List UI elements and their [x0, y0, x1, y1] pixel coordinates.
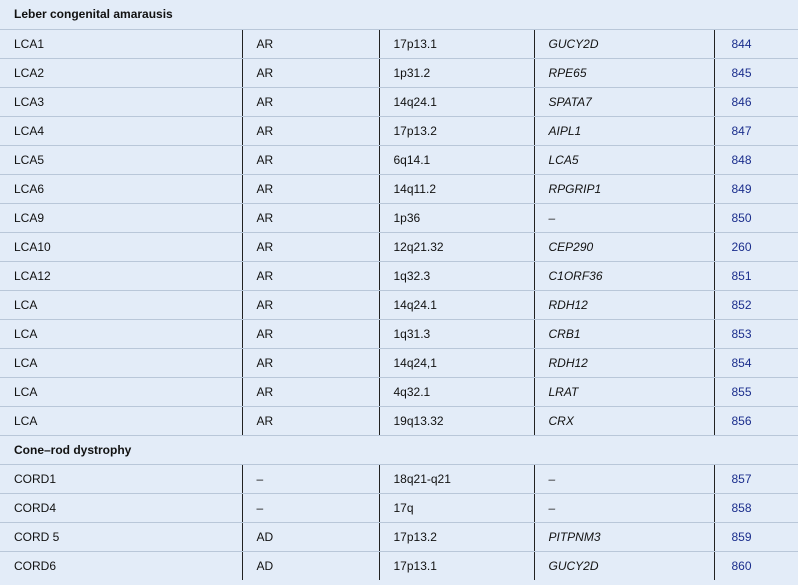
reference-link[interactable]: 857: [714, 464, 798, 493]
section-header-row: [0, 0, 798, 29]
locus-cell: CORD 5: [0, 522, 242, 551]
table-row: [0, 377, 798, 406]
inheritance-cell: AR: [242, 203, 379, 232]
table-row: [0, 348, 798, 377]
inheritance-cell: –: [242, 464, 379, 493]
chromosome-location-cell: 18q21-q21: [379, 464, 534, 493]
gene-cell: LCA5: [534, 145, 714, 174]
gene-cell: SPATA7: [534, 87, 714, 116]
inheritance-cell: AR: [242, 377, 379, 406]
reference-link[interactable]: 851: [714, 261, 798, 290]
inheritance-cell: AR: [242, 58, 379, 87]
locus-cell: CORD1: [0, 464, 242, 493]
table-row: [0, 58, 798, 87]
inheritance-cell: AR: [242, 319, 379, 348]
table-row: [0, 493, 798, 522]
inheritance-cell: AD: [242, 551, 379, 580]
locus-cell: CORD4: [0, 493, 242, 522]
locus-cell: LCA2: [0, 58, 242, 87]
chromosome-location-cell: 1p31.2: [379, 58, 534, 87]
gene-cell: –: [534, 493, 714, 522]
reference-link[interactable]: 260: [714, 232, 798, 261]
table-row: [0, 290, 798, 319]
locus-cell: LCA3: [0, 87, 242, 116]
locus-cell: LCA10: [0, 232, 242, 261]
reference-link[interactable]: 848: [714, 145, 798, 174]
chromosome-location-cell: 1q31.3: [379, 319, 534, 348]
chromosome-location-cell: 12q21.32: [379, 232, 534, 261]
table-row: [0, 174, 798, 203]
chromosome-location-cell: 14q11.2: [379, 174, 534, 203]
locus-cell: LCA: [0, 348, 242, 377]
inheritance-cell: AR: [242, 29, 379, 58]
gene-cell: RPE65: [534, 58, 714, 87]
inheritance-cell: AD: [242, 522, 379, 551]
section-header-row: [0, 435, 798, 464]
chromosome-location-cell: 1p36: [379, 203, 534, 232]
inheritance-cell: AR: [242, 261, 379, 290]
reference-link[interactable]: 856: [714, 406, 798, 435]
table-row: [0, 261, 798, 290]
gene-cell: CRB1: [534, 319, 714, 348]
inheritance-cell: AR: [242, 348, 379, 377]
gene-cell: RDH12: [534, 348, 714, 377]
reference-link[interactable]: 853: [714, 319, 798, 348]
reference-link[interactable]: 854: [714, 348, 798, 377]
inheritance-cell: AR: [242, 87, 379, 116]
chromosome-location-cell: 14q24.1: [379, 290, 534, 319]
locus-cell: LCA: [0, 290, 242, 319]
chromosome-location-cell: 1q32.3: [379, 261, 534, 290]
chromosome-location-cell: 17q: [379, 493, 534, 522]
gene-cell: C1ORF36: [534, 261, 714, 290]
chromosome-location-cell: 14q24,1: [379, 348, 534, 377]
locus-cell: CORD6: [14, 558, 57, 573]
table-row: [0, 319, 798, 348]
locus-cell: LCA: [0, 406, 242, 435]
chromosome-location-cell: 14q24.1: [379, 87, 534, 116]
inheritance-cell: AR: [242, 116, 379, 145]
table-row: [0, 522, 798, 551]
section-title: Cone–rod dystrophy: [0, 435, 798, 464]
locus-cell: LCA5: [0, 145, 242, 174]
reference-link[interactable]: 845: [714, 58, 798, 87]
gene-cell: GUCY2D: [534, 551, 714, 580]
chromosome-location-cell: 17p13.2: [379, 116, 534, 145]
inheritance-cell: AR: [242, 406, 379, 435]
gene-cell: CRX: [534, 406, 714, 435]
table-row: [0, 232, 798, 261]
locus-cell: LCA4: [0, 116, 242, 145]
locus-cell: LCA6: [0, 174, 242, 203]
table-row: [0, 464, 798, 493]
table-row: [0, 406, 798, 435]
reference-link[interactable]: 850: [714, 203, 798, 232]
table-row: [0, 116, 798, 145]
inheritance-cell: AR: [242, 174, 379, 203]
inheritance-cell: AR: [242, 232, 379, 261]
inheritance-cell: –: [242, 493, 379, 522]
locus-cell: LCA12: [0, 261, 242, 290]
inheritance-cell: AR: [242, 145, 379, 174]
chromosome-location-cell: 17p13.1: [379, 551, 534, 580]
locus-cell: LCA9: [0, 203, 242, 232]
gene-cell: –: [534, 464, 714, 493]
gene-cell: GUCY2D: [534, 29, 714, 58]
reference-link[interactable]: 847: [714, 116, 798, 145]
reference-link[interactable]: 860: [714, 551, 798, 580]
gene-cell: RPGRIP1: [534, 174, 714, 203]
chromosome-location-cell: 17p13.1: [379, 29, 534, 58]
locus-cell: LCA1: [0, 29, 242, 58]
table-row: [0, 203, 798, 232]
chromosome-location-cell: 19q13.32: [379, 406, 534, 435]
gene-cell: AIPL1: [534, 116, 714, 145]
gene-cell: CEP290: [534, 232, 714, 261]
gene-cell: –: [534, 203, 714, 232]
section-title: Leber congenital amarausis: [0, 0, 798, 29]
table-row: [0, 29, 798, 58]
table-row: [0, 551, 798, 580]
chromosome-location-cell: 6q14.1: [379, 145, 534, 174]
reference-link[interactable]: 858: [714, 493, 798, 522]
chromosome-location-cell: 17p13.2: [379, 522, 534, 551]
table-row: [0, 87, 798, 116]
chromosome-location-cell: 4q32.1: [379, 377, 534, 406]
reference-link[interactable]: 846: [714, 87, 798, 116]
reference-link[interactable]: 844: [714, 29, 798, 58]
reference-link[interactable]: 855: [714, 377, 798, 406]
gene-cell: PITPNM3: [534, 522, 714, 551]
inheritance-cell: AR: [242, 290, 379, 319]
gene-cell: LRAT: [534, 377, 714, 406]
locus-cell: LCA: [0, 377, 242, 406]
reference-link[interactable]: 849: [714, 174, 798, 203]
reference-link[interactable]: 852: [714, 290, 798, 319]
table-row: [0, 145, 798, 174]
reference-link[interactable]: 859: [714, 522, 798, 551]
gene-cell: RDH12: [534, 290, 714, 319]
locus-cell: LCA: [0, 319, 242, 348]
